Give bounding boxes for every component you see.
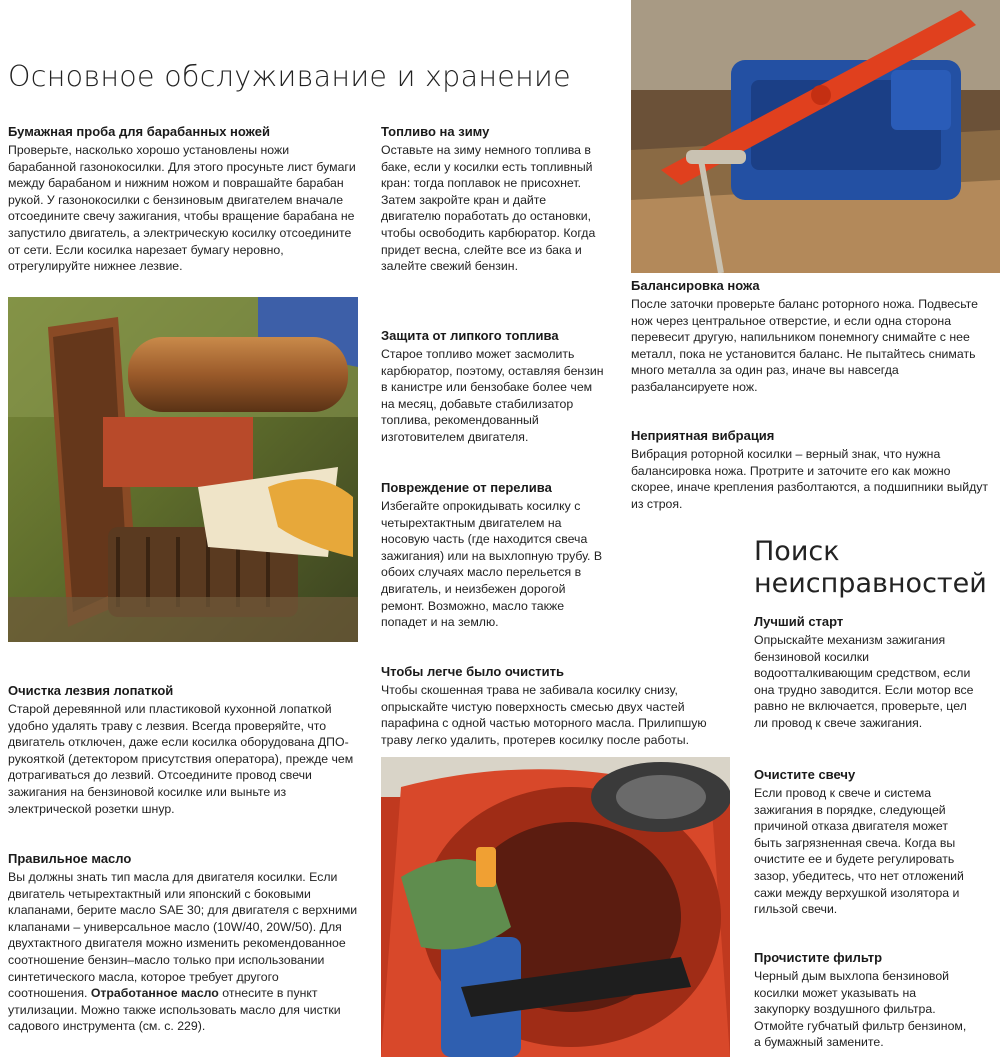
- tip-overflow-damage: [381, 480, 609, 631]
- tip-heading: Защита от липкого топлива: [381, 328, 559, 343]
- tip-vibration: [631, 428, 991, 512]
- tip-heading: Бумажная проба для барабанных ножей: [8, 124, 270, 139]
- page-title: Основное обслуживание и хранение: [8, 60, 571, 93]
- tip-heading: Прочистите фильтр: [754, 950, 883, 965]
- tip-subtext: отнесите в пункт утилизации. Можно также использовать масло для чистки садового инструмента (см. с. 229).: [8, 986, 341, 1034]
- tip-text: После заточки проверьте баланс роторного ножа. Подвесьте нож через центральное отверстие, и если одна сторона перевесит другую, напильником понемногу снимайте с нее металл, пока не установится баланс. Не пытайтесь снимать много металла за один раз, иначе вы навсегда разбалансируете нож.: [631, 297, 978, 394]
- tip-paper-test: [8, 124, 358, 275]
- tip-text: [8, 869, 358, 1035]
- tip-best-start: [754, 614, 974, 732]
- tip-text: Если провод к свече и система зажигания в порядке, следующей причиной отказа двигателя может быть загрязненная свеча. Когда вы очистите ее и будете регулировать зазор, убедитесь, что нет отложений сажи между верхушкой изолятора и гильзой свечи.: [754, 786, 964, 917]
- tip-heading: Топливо на зиму: [381, 124, 490, 139]
- photo-cylinder-mower-paper: [8, 297, 358, 642]
- tip-blade-balancing: [631, 278, 996, 396]
- tip-heading: Балансировка ножа: [631, 278, 760, 293]
- tip-heading: Лучший старт: [754, 614, 844, 629]
- tip-text: Проверьте, насколько хорошо установлены ножи барабанной газонокосилки. Для этого просуньте лист бумаги между барабаном и нижним ножом и поврашайте барабан рукой. У газонокосилки с бензиновым двигателем вначале отсоедините свечу зажигания, чтобы вращение барабана не запустило двигатель, а электрическую косилку отсоедините от сети. Если косилка нарезает бумагу неровно, отрегулируйте нижнее лезвие.: [8, 143, 356, 274]
- tip-sticky-fuel: [381, 328, 609, 446]
- tip-clean-filter: [754, 950, 974, 1051]
- tip-heading: Очистка лезвия лопаткой: [8, 683, 174, 698]
- tip-heading: Повреждение от перелива: [381, 480, 552, 495]
- tip-text: Чтобы скошенная трава не забивала косилку снизу, опрыскайте чистую поверхность смесью двух частей парафина с одной частью моторного масла. Прилипшую траву легко удалить, протерев косилку после работы.: [381, 683, 707, 747]
- tip-heading: Неприятная вибрация: [631, 428, 775, 443]
- tip-easier-cleaning: [381, 664, 731, 748]
- tip-blade-cleaning: [8, 683, 358, 817]
- tip-clean-plug: [754, 767, 974, 918]
- tip-text: Оставьте на зиму немного топлива в баке, если у косилки есть топливный кран: тогда поплавок не присохнет. Затем закройте кран и дайте двигателю поработать до остановки, чтобы освободить карбюратор. Когда придет весна, слейте все из бака и залейте свежий бензин.: [381, 143, 596, 274]
- tip-text: Избегайте опрокидывать косилку с четырехтактным двигателем на носовую часть (где находится свеча зажигания) или на выхлопную трубу. В обоих случаях масло перельется в двигатель, и неизбежен дорогой ремонт. Возможно, масло также попадет и на землю.: [381, 499, 603, 630]
- tip-subheading: Отработанное масло: [90, 986, 219, 1001]
- tip-heading: Очистите свечу: [754, 767, 856, 782]
- tip-text: Черный дым выхлопа бензиновой косилки может указывать на закупорку воздушного фильтра. Отмойте губчатый фильтр бензином, а бумажный замените.: [754, 969, 967, 1050]
- tip-text: Опрыскайте механизм зажигания бензиновой косилки водоотталкивающим средством, если она трудно заводится. Если мотор все равно не включается, проверьте, цел ли провод к свече зажигания.: [754, 633, 974, 730]
- tip-text: Вибрация роторной косилки – верный знак, что нужна балансировка ножа. Протрите и заточите его как можно скорее, иначе крепления разболтаются, а подшипники выйдут из строя.: [631, 447, 989, 511]
- tip-text: Старой деревянной или пластиковой кухонной лопаткой удобно удалять траву с лезвия. Всегда проверяйте, что двигатель отключен, даже если косилка оборудована ДПО-рукояткой (детектором присутствия оператора), прежде чем дотрагиваться до лезвий. Отсоедините провод свечи зажигания на бензиновой косилке или выньте из электрической розетки шнур.: [8, 702, 354, 816]
- photo-blade-balancing-vise: [631, 0, 1000, 273]
- tip-winter-fuel: [381, 124, 609, 275]
- tip-right-oil: [8, 851, 358, 1035]
- photo-spraying-mower-deck: [381, 757, 730, 1057]
- tip-text: Старое топливо может засмолить карбюратор, поэтому, оставляя бензин в канистре или бензобаке более чем на месяц, добавьте стабилизатор топлива, рекомендованный изготовителем двигателя.: [381, 347, 604, 444]
- tip-heading: Правильное масло: [8, 851, 132, 866]
- troubleshooting-title: Поиск неисправностей: [754, 536, 987, 599]
- tip-text-main: Вы должны знать тип масла для двигателя косилки. Если двигатель четырехтактный или японский с боковыми клапанами, берите масло SAE 30; для двигателя с верхними клапанами – универсальное масло (10W/40, 20W/50). Для двухтактного двигателя можно изменить рекомендованное соотношение бензин–масло только при использовании синтетического масла, которое требует другого соотношения.: [8, 870, 358, 1001]
- tip-heading: Чтобы легче было очистить: [381, 664, 565, 679]
